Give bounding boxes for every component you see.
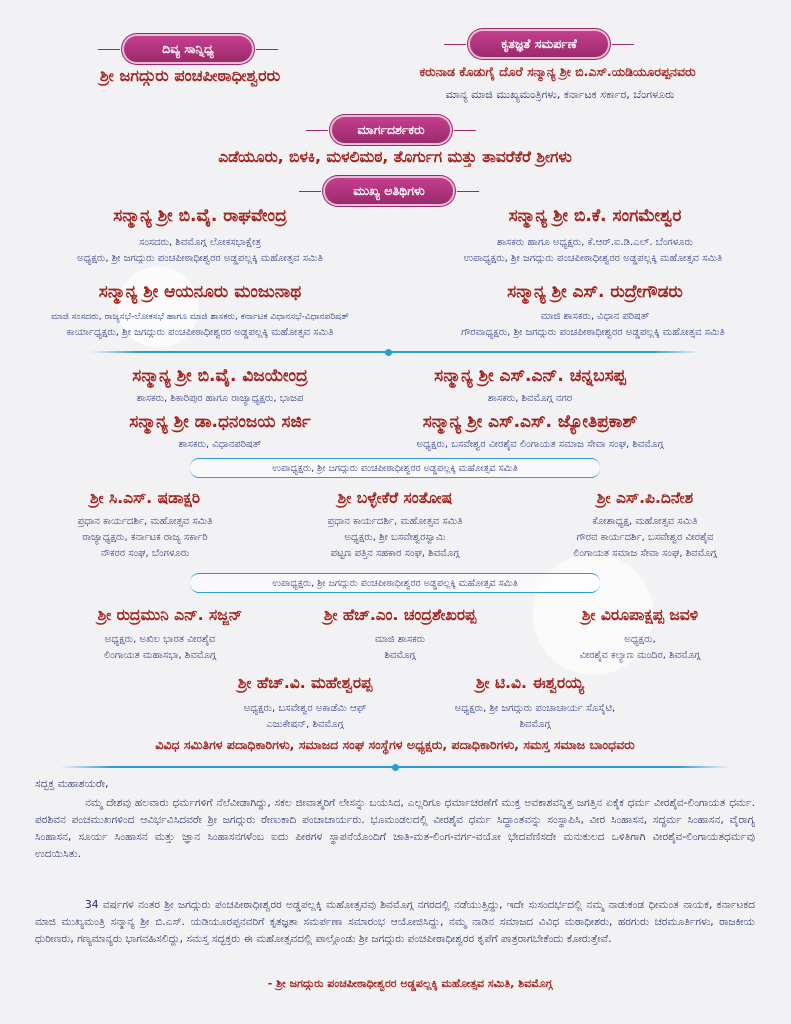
guest-desc: ಉಪಾಧ್ಯಕ್ಷರು, ಶ್ರೀ ಜಗದ್ಗುರು ಪಂಚಪೀಠಾಧೀಶ್ವರರ ಅಡ್ಡಪಲ್ಲಕ್ಕಿ ಮಹೋತ್ಸವ ಸಮಿತಿ (463, 253, 723, 264)
divider-dot (385, 349, 392, 356)
member-desc: ಅಧ್ಯಕ್ಷರು, ಶ್ರೀ ಬಸವೇಶ್ವರಸ್ವಾಮಿ (344, 532, 446, 543)
member-name: ಶ್ರೀ ವಿರೂಪಾಕ್ಷಪ್ಪ ಜವಳಿ (581, 606, 699, 624)
guest-desc: ಶಾಸಕರು, ವಿಧಾನಪರಿಷತ್ (178, 439, 262, 450)
guest-name: ಸನ್ಮಾನ್ಯ ಶ್ರೀ ಬಿ.ವೈ. ರಾಘವೇಂದ್ರ (113, 206, 287, 226)
guest-desc: ಶಾಸಕರು, ಶಿಕಾರಿಪುರ ಹಾಗೂ ರಾಜ್ಯಾಧ್ಯಕ್ಷರು, ಭಾಜಪ (136, 393, 304, 404)
guest-desc: ಮಾಜಿ ಸಂಸದರು, ರಾಜ್ಯಸಭೆ-ಲೋಕಸಭೆ ಹಾಗೂ ಮಾಜಿ ಶಾಸಕರು, ಕರ್ನಾಟಕ ವಿಧಾನಸಭೆ-ವಿಧಾನಪರಿಷತ್ (51, 312, 349, 322)
guest-desc: ಮಾಜಿ ಶಾಸಕರು, ವಿಧಾನ ಪರಿಷತ್ (540, 311, 650, 322)
letter-paragraph-2: 34 ವರ್ಷಗಳ ನಂತರ ಶ್ರೀ ಜಗದ್ಗುರು ಪಂಚಪೀಠಾಧೀಶ್ವರರ ಅಡ್ಡಪಲ್ಲಕ್ಕಿ ಮಹೋತ್ಸವವು ಶಿವಮೊಗ್ಗ ನಗರದಲ್ಲಿ ನಡೆಯುತ್ತಿದ್ದು, ಇದೇ ಸುಸಂದರ್ಭದಲ್ಲಿ ನಮ್ಮ ನಾಡುಕಂಡ ಧೀಮಂತ ನಾಯಕ, ಕರ್ನಾಟಕದ ಮಾಜಿ ಮುಖ್ಯಮಂತ್ರಿ ಸನ್ಮಾನ್ಯ ಶ್ರೀ ಬಿ.ಎಸ್. ಯಡಿಯೂರಪ್ಪನವರಿಗೆ ಕೃತಜ್ಞತಾ ಸಮರ್ಪಣಾ ಸಮಾರಂಭ ಆಯೋಜಿಸಿದ್ದು, ನಮ್ಮ ನಾಡಿನ ಸಮಾಜದ ವಿವಿಧ ಮಠಾಧೀಶರು, ಹರಗುರು ಚರಮೂರ್ತಿಗಳು, ರಾಜಕೀಯ ಧುರೀಣರು, ಗಣ್ಯಮಾನ್ಯರು ಭಾಗವಹಿಸಲಿದ್ದು, ಸಮಸ್ತ ಸದ್ಭಕ್ತರು ಈ ಮಹೋತ್ಸವದಲ್ಲಿ ಪಾಲ್ಗೊಂಡು ಶ್ರೀ ಜಗದ್ಗುರು ಪಂಚಪೀಠಾಧೀಶ್ವರರ ಕೃಪೆಗೆ ಪಾತ್ರರಾಗಬೇಕೆಂದು ಕೋರುತ್ತೇವೆ. (35, 899, 755, 945)
letter-salutation: ಸದ್ಭಕ್ತ ಮಹಾಶಯರೇ, (35, 778, 109, 790)
vice-president-banner: ಉಪಾಧ್ಯಕ್ಷರು, ಶ್ರೀ ಜಗದ್ಗುರು ಪಂಚಪೀಠಾಧೀಶ್ವರರ ಅಡ್ಡಪಲ್ಲಕ್ಕಿ ಮಹೋತ್ಸವ ಸಮಿತಿ (190, 458, 600, 478)
divider-dot (392, 764, 399, 771)
vice-president-banner: ಉಪಾಧ್ಯಕ್ಷರು, ಶ್ರೀ ಜಗದ್ಗುರು ಪಂಚಪೀಠಾಧೀಶ್ವರರ ಅಡ್ಡಪಲ್ಲಕ್ಕಿ ಮಹೋತ್ಸವ ಸಮಿತಿ (190, 573, 600, 593)
member-desc: ನೌಕರರ ಸಂಘ, ಬೆಂಗಳೂರು (100, 548, 190, 559)
guest-desc: ಅಧ್ಯಕ್ಷರು, ಬಸವೇಶ್ವರ ವೀರಶೈವ ಲಿಂಗಾಯತ ಸಮಾಜ ಸೇವಾ ಸಂಘ, ಶಿವಮೊಗ್ಗ (416, 439, 664, 450)
gratitude-line2: ಮಾನ್ಯ ಮಾಜಿ ಮುಖ್ಯಮಂತ್ರಿಗಳು, ಕರ್ನಾಟಕ ಸರ್ಕಾರ, ಬೆಂಗಳೂರು (445, 88, 675, 101)
member-desc: ಮಾಜಿ ಶಾಸಕರು (374, 634, 426, 645)
member-desc: ಗೌರವ ಕಾರ್ಯದರ್ಶಿ, ಬಸವೇಶ್ವರ ವೀರಶೈವ (576, 532, 714, 543)
guest-name: ಸನ್ಮಾನ್ಯ ಶ್ರೀ ಎಸ್.ಎನ್. ಚನ್ನಬಸಪ್ಪ (434, 366, 626, 386)
guidance-label: ಮಾರ್ಗದರ್ಶಕರು (332, 117, 450, 143)
member-name: ಶ್ರೀ ಹೆಚ್.ಎಂ. ಚಂದ್ರಶೇಖರಪ್ಪ (323, 606, 477, 624)
divider-rule (90, 351, 700, 353)
member-desc: ಪ್ರಧಾನ ಕಾರ್ಯದರ್ಶಿ, ಮಹೋತ್ಸವ ಸಮಿತಿ (327, 516, 463, 527)
guest-desc: ಸಂಸದರು, ಶಿವಮೊಗ್ಗ ಲೋಕಸಭಾಕ್ಷೇತ್ರ (139, 237, 261, 248)
guest-desc: ಶಾಸಕರು, ಶಿವಮೊಗ್ಗ ನಗರ (487, 393, 573, 404)
guest-desc: ಗೌರವಾಧ್ಯಕ್ಷರು, ಶ್ರೀ ಜಗದ್ಗುರು ಪಂಚಪೀಠಾಧೀಶ್ವರರ ಅಡ್ಡಪಲ್ಲಕ್ಕಿ ಮಹೋತ್ಸವ ಸಮಿತಿ (461, 327, 725, 338)
member-desc: ಲಿಂಗಾಯತ ಮಹಾಸಭಾ, ಶಿವಮೊಗ್ಗ (103, 650, 216, 661)
guest-name: ಸನ್ಮಾನ್ಯ ಶ್ರೀ ಎಸ್.ಎಸ್. ಜ್ಯೋತಿಪ್ರಕಾಶ್ (422, 412, 638, 432)
member-desc: ಅಧ್ಯಕ್ಷರು, ಬಸವೇಶ್ವರ ಅಕಾಡೆಮಿ ಆಫ್ (243, 703, 367, 714)
letter-signature: - ಶ್ರೀ ಜಗದ್ಗುರು ಪಂಚಪೀಠಾಧೀಶ್ವರರ ಅಡ್ಡಪಲ್ಲಕ್ಕಿ ಮಹೋತ್ಸವ ಸಮಿತಿ, ಶಿವಮೊಗ್ಗ (267, 977, 553, 990)
member-name: ಶ್ರೀ ಬಳ್ಳೇಕೆರೆ ಸಂತೋಷ (337, 489, 453, 507)
gratitude-label: ಕೃತಜ್ಞತೆ ಸಮರ್ಪಣೆ (470, 31, 608, 57)
member-name: ಶ್ರೀ ಸಿ.ಎಸ್. ಷಡಾಕ್ಷರಿ (89, 489, 201, 507)
member-desc: ಅಧ್ಯಕ್ಷರು, ಅಖಿಲ ಭಾರತ ವೀರಶೈವ (104, 634, 216, 645)
chief-guests-label: ಮುಖ್ಯ ಅತಿಥಿಗಳು (325, 178, 453, 204)
member-desc: ಅಧ್ಯಕ್ಷರು, (624, 634, 656, 645)
divine-presence-label: ದಿವ್ಯ ಸಾನ್ನಿಧ್ಯ (124, 36, 252, 62)
member-desc: ವೀರಶೈವ ಕಲ್ಯಾಣ ಮಂದಿರ, ಶಿವಮೊಗ್ಗ (579, 650, 701, 661)
guest-desc: ಅಧ್ಯಕ್ಷರು, ಶ್ರೀ ಜಗದ್ಗುರು ಪಂಚಪೀಠಾಧೀಶ್ವರರ ಅಡ್ಡಪಲ್ಲಕ್ಕಿ ಮಹೋತ್ಸವ ಸಮಿತಿ (77, 253, 323, 264)
letter-paragraph-1: ನಮ್ಮ ದೇಶವು ಹಲವಾರು ಧರ್ಮಗಳಿಗೆ ನೆಲೆವೀಡಾಗಿದ್ದು, ಸಕಲ ಜೀವಾತ್ಮರಿಗೆ ಲೇಸನ್ನು ಬಯಸಿದ, ಎಲ್ಲರಿಗೂ ಧರ್ಮಾಚರಣೆಗೆ ಮುಕ್ತ ಅವಕಾಶವನ್ನಿತ್ತ ಜಗತ್ತಿನ ಏಕೈಕ ಧರ್ಮ ವೀರಶೈವ-ಲಿಂಗಾಯತ ಧರ್ಮ. ಪರಶಿವನ ಪಂಚಮುಖಗಳಿಂದ ಆವಿರ್ಭವಿಸಿದವರೇ ಶ್ರೀ ಜಗದ್ಗುರು ರೇಣುಕಾದಿ ಪಂಚಾಚಾರ್ಯರು. ಭೂಮಂಡಲದಲ್ಲಿ ವೀರಶೈವ ಧರ್ಮ ಸಿದ್ಧಾಂತವನ್ನು ಸಂಸ್ಥಾಪಿಸಿ, ವೀರ ಸಿಂಹಾಸನ, ಸದ್ಧರ್ಮ ಸಿಂಹಾಸನ, ವೈರಾಗ್ಯ ಸಿಂಹಾಸನ, ಸೂರ್ಯ ಸಿಂಹಾಸನ ಮತ್ತು ಜ್ಞಾನ ಸಿಂಹಾಸನಗಳೆಂಬ ಐದು ಪೀಠಗಳ ಸ್ಥಾಪನೆಯೊಂದಿಗೆ ಜಾತಿ-ಮತ-ಲಿಂಗ-ವರ್ಗ-ವಯೋ ಭೇದವೆಣಿಸದೇ ಮನುಕುಲದ ಒಳಿತಿಗಾಗಿ ವೀರಶೈವ-ಲಿಂಗಾಯತಧರ್ಮವು ಉದಯಿಸಿತು. (35, 797, 755, 860)
guest-name: ಸನ್ಮಾನ್ಯ ಶ್ರೀ ಬಿ.ವೈ. ವಿಜಯೇಂದ್ರ (132, 366, 308, 386)
all-members-line: ವಿವಿಧ ಸಮಿತಿಗಳ ಪದಾಧಿಕಾರಿಗಳು, ಸಮಾಜದ ಸಂಘ ಸಂಸ್ಥೆಗಳ ಅಧ್ಯಕ್ಷರು, ಪದಾಧಿಕಾರಿಗಳು, ಸಮಸ್ತ ಸಮಾಜ ಬಾಂಧವರು (155, 737, 635, 752)
member-name: ಶ್ರೀ ಎಸ್.ಪಿ.ದಿನೇಶ (596, 489, 694, 507)
guest-name: ಸನ್ಮಾನ್ಯ ಶ್ರೀ ಬಿ.ಕೆ. ಸಂಗಮೇಶ್ವರ (508, 206, 682, 226)
guest-name: ಸನ್ಮಾನ್ಯ ಶ್ರೀ ಡಾ.ಧನಂಜಯ ಸರ್ಜಿ (129, 412, 311, 432)
gratitude-line1: ಕರುನಾಡ ಕೊಡುಗೈ ದೊರೆ ಸನ್ಮಾನ್ಯ ಶ್ರೀ ಬಿ.ಎಸ್.ಯಡಿಯೂರಪ್ಪನವರು (419, 64, 696, 79)
member-desc: ಅಧ್ಯಕ್ಷರು, ಶ್ರೀ ಜಗದ್ಗುರು ಪಂಚಾಚಾರ್ಯ ಸೊಸೈಟಿ, (454, 703, 616, 714)
divine-presence-name: ಶ್ರೀ ಜಗದ್ಗುರು ಪಂಚಪೀಠಾಧೀಶ್ವರರು (99, 66, 281, 85)
member-desc: ಎಜುಕೇಷನ್, ಶಿವಮೊಗ್ಗ (266, 719, 344, 730)
guidance-names: ಎಡೆಯೂರು, ಬಿಳಕಿ, ಮಳಲಿಮಠ, ತೊರ್ಗುಗ ಮತ್ತು ತಾವರೆಕೆರೆ ಶ್ರೀಗಳು (218, 148, 572, 166)
guest-name: ಸನ್ಮಾನ್ಯ ಶ್ರೀ ಆಯನೂರು ಮಂಜುನಾಥ (98, 282, 302, 302)
member-name: ಶ್ರೀ ರುದ್ರಮುನಿ ಎನ್. ಸಜ್ಜನ್ (97, 606, 243, 624)
member-desc: ಶಿವಮೊಗ್ಗ (384, 650, 416, 661)
member-desc: ರಾಜ್ಯಾಧ್ಯಕ್ಷರು, ಕರ್ನಾಟಕ ರಾಜ್ಯ ಸರ್ಕಾರಿ (82, 532, 208, 543)
member-name: ಶ್ರೀ ಹೆಚ್.ವಿ. ಮಹೇಶ್ವರಪ್ಪ (237, 674, 373, 692)
member-desc: ಶಿವಮೊಗ್ಗ (519, 719, 551, 730)
guest-desc: ಶಾಸಕರು ಹಾಗೂ ಅಧ್ಯಕ್ಷರು, ಕೆ.ಆರ್.ಐ.ಡಿ.ಎಲ್. ಬೆಂಗಳೂರು (497, 237, 693, 248)
guest-name: ಸನ್ಮಾನ್ಯ ಶ್ರೀ ಎಸ್. ರುದ್ರೇಗೌಡರು (507, 282, 683, 302)
member-desc: ಲಿಂಗಾಯತ ಸಮಾಜ ಸೇವಾ ಸಂಘ, ಶಿವಮೊಗ್ಗ (573, 548, 717, 559)
member-desc: ಪಟ್ಟಣ ಪತ್ತಿನ ಸಹಕಾರ ಸಂಘ, ಶಿವಮೊಗ್ಗ (330, 548, 460, 559)
member-desc: ಪ್ರಧಾನ ಕಾರ್ಯದರ್ಶಿ, ಮಹೋತ್ಸವ ಸಮಿತಿ (77, 516, 213, 527)
member-desc: ಕೋಶಾಧ್ಯಕ್ಷ, ಮಹೋತ್ಸವ ಸಮಿತಿ (592, 516, 698, 527)
guest-desc: ಕಾರ್ಯಾಧ್ಯಕ್ಷರು, ಶ್ರೀ ಜಗದ್ಗುರು ಪಂಚಪೀಠಾಧೀಶ್ವರರ ಅಡ್ಡಪಲ್ಲಕ್ಕಿ ಮಹೋತ್ಸವ ಸಮಿತಿ (66, 327, 334, 338)
member-name: ಶ್ರೀ ಟಿ.ವಿ. ಈಶ್ವರಯ್ಯ (476, 674, 584, 692)
